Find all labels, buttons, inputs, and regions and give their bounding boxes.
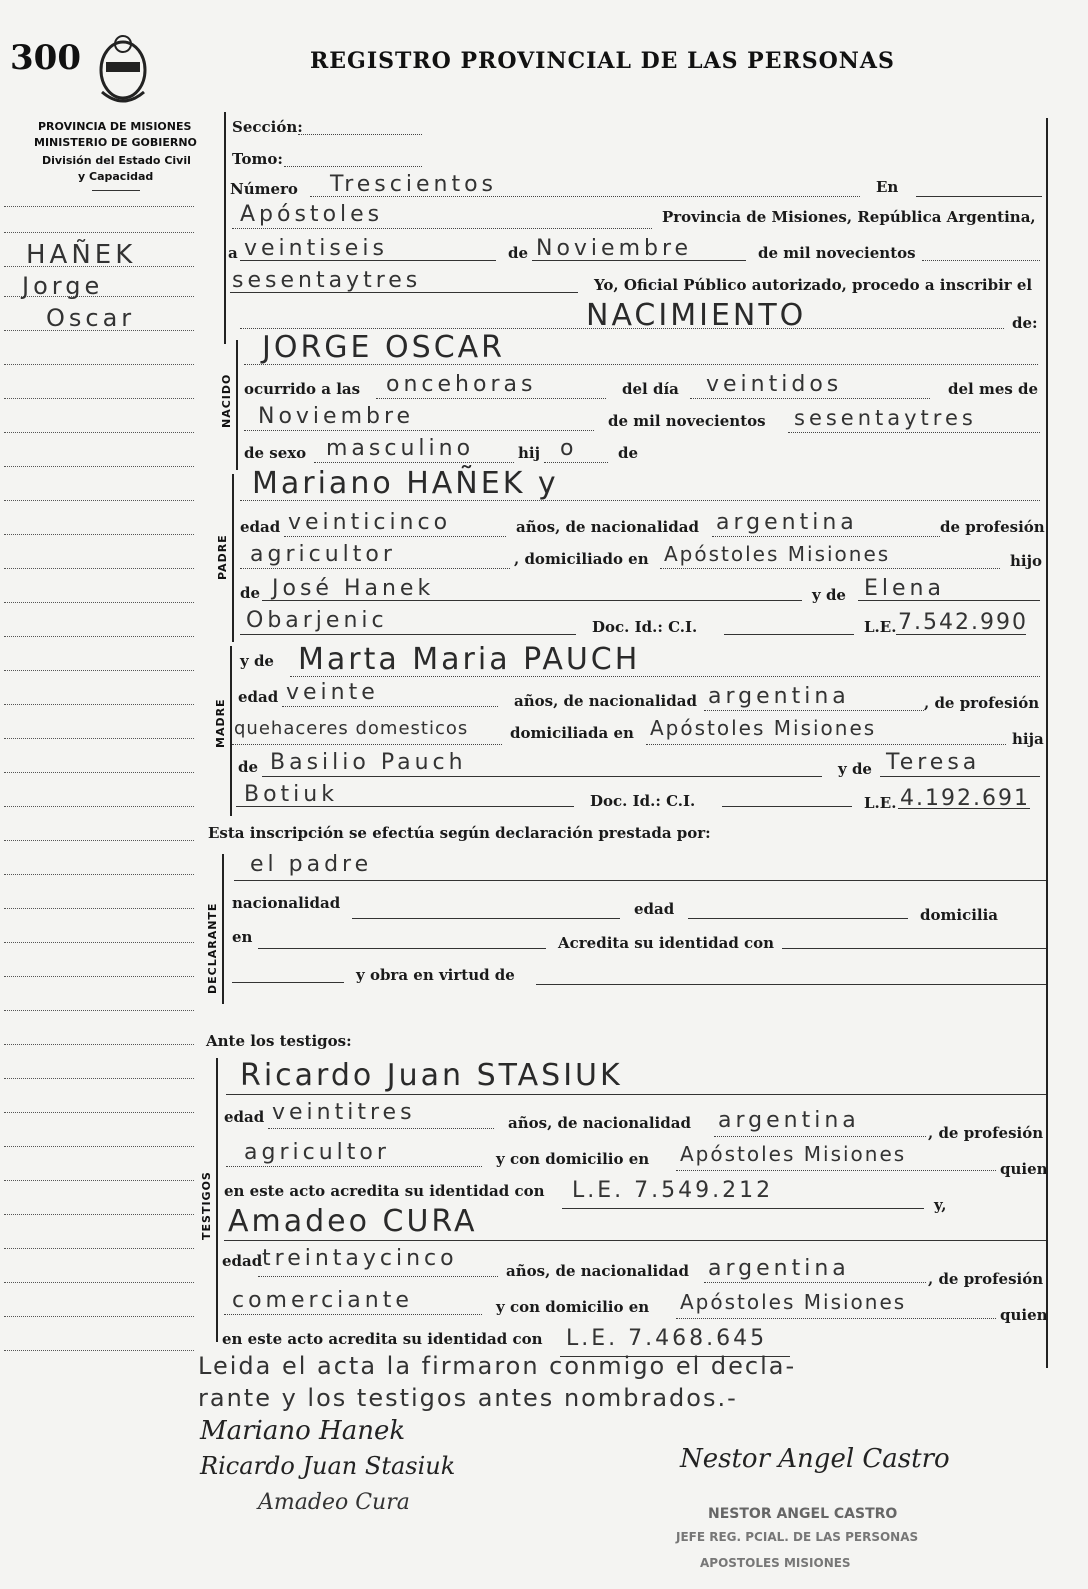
padre-doc-label: Doc. Id.: C.I. xyxy=(592,618,698,636)
witness2-profession: comerciante xyxy=(232,1288,413,1313)
org-line-3: División del Estado Civil xyxy=(42,154,191,167)
closing-line-2: rante y los testigos antes nombrados.- xyxy=(198,1384,738,1412)
a-label: a xyxy=(228,244,238,262)
witness1-edad-label: edad xyxy=(224,1108,265,1126)
declarante-intro: Esta inscripción se efectúa según declaración prestada por: xyxy=(208,824,711,842)
margin-name-2: Oscar xyxy=(46,304,136,332)
signature-official: Nestor Angel Castro xyxy=(680,1444,950,1474)
birth-day: veintidos xyxy=(706,372,843,397)
madre-edad-label: edad xyxy=(238,688,279,706)
witness2-age: treintaycinco xyxy=(262,1246,458,1271)
act-type: NACIMIENTO xyxy=(586,298,807,333)
record-de-label: de xyxy=(508,244,529,262)
sexo-label: de sexo xyxy=(244,444,307,462)
seccion-label: Sección: xyxy=(232,118,303,136)
signature-witness-1: Ricardo Juan Stasiuk xyxy=(200,1452,456,1480)
witness1-age: veintitres xyxy=(272,1100,416,1125)
witness2-name: Amadeo CURA xyxy=(228,1204,478,1239)
madre-le-number: 4.192.691 xyxy=(900,786,1030,811)
signature-witness-2: Amadeo Cura xyxy=(258,1490,410,1515)
padre-nationality: argentina xyxy=(716,510,858,535)
padre-domicile: Apóstoles Misiones xyxy=(664,542,891,566)
witness1-acredita-label: en este acto acredita su identidad con xyxy=(224,1182,545,1200)
margin-name-1: Jorge xyxy=(22,272,104,300)
padre-prof-label: de profesión xyxy=(940,518,1045,536)
madre-prof-label: , de profesión xyxy=(924,694,1040,712)
madre-le-label: L.E. xyxy=(864,794,897,812)
act-de-colon: de: xyxy=(1012,314,1038,332)
closing-line-1: Leida el acta la firmaron conmigo el decla- xyxy=(198,1352,797,1380)
record-year: sesentaytres xyxy=(232,268,422,293)
padre-le-number: 7.542.990 xyxy=(898,610,1028,635)
witness2-nac-label: años, de nacionalidad xyxy=(506,1262,689,1280)
nacido-section-label: NACIDO xyxy=(220,373,233,428)
org-line-1: PROVINCIA DE MISIONES xyxy=(38,120,192,133)
declarante-nac-label: nacionalidad xyxy=(232,894,341,912)
witness1-profession: agricultor xyxy=(244,1140,390,1165)
margin-surname: HAÑEK xyxy=(26,240,137,270)
madre-nationality: argentina xyxy=(708,684,850,709)
witness2-quien-label: quien xyxy=(1000,1306,1048,1324)
witness1-doc: L.E. 7.549.212 xyxy=(572,1178,774,1203)
witness2-doc: L.E. 7.468.645 xyxy=(566,1326,768,1351)
padre-name: Mariano HAÑEK y xyxy=(252,466,559,501)
padre-section-label: PADRE xyxy=(216,534,229,580)
record-day: veintiseis xyxy=(244,236,388,261)
birth-sex: masculino xyxy=(326,436,475,461)
padre-y-de-label: y de xyxy=(812,586,846,604)
madre-dom-label: domiciliada en xyxy=(510,724,634,742)
testigos-section-label: TESTIGOS xyxy=(200,1171,213,1240)
oficial-text: Yo, Oficial Público autorizado, procedo a inscribir el xyxy=(594,276,1033,294)
hij-label: hij xyxy=(518,444,541,462)
stamp-line-3: APOSTOLES MISIONES xyxy=(700,1556,851,1570)
madre-nac-label: años, de nacionalidad xyxy=(514,692,697,710)
madre-y-de2-label: y de xyxy=(838,760,872,778)
declarante-acredita-label: Acredita su identidad con xyxy=(558,934,775,952)
declarante-domicilia-label: domicilia xyxy=(920,906,999,924)
org-line-4: y Capacidad xyxy=(78,170,154,183)
witness1-prof-label: , de profesión xyxy=(928,1124,1044,1142)
record-mil-label: de mil novecientos xyxy=(758,244,916,262)
madre-age: veinte xyxy=(286,680,379,705)
testigos-intro: Ante los testigos: xyxy=(206,1032,352,1050)
birth-year: sesentaytres xyxy=(794,406,977,430)
en-label: En xyxy=(876,178,899,196)
nacido-name: JORGE OSCAR xyxy=(262,330,506,365)
madre-father: Basilio Pauch xyxy=(270,750,467,775)
padre-nac-label: años, de nacionalidad xyxy=(516,518,699,536)
witness1-nationality: argentina xyxy=(718,1108,860,1133)
folio-number: 300 xyxy=(10,38,81,78)
witness1-dom-label: y con domicilio en xyxy=(496,1150,650,1168)
madre-profession: quehaceres domesticos xyxy=(234,718,469,739)
witness1-name: Ricardo Juan STASIUK xyxy=(240,1058,623,1093)
madre-mother-first: Teresa xyxy=(886,750,981,775)
padre-hijo-label: hijo xyxy=(1010,552,1043,570)
witness2-acredita-label: en este acto acredita su identidad con xyxy=(222,1330,543,1348)
padre-de-label: de xyxy=(240,584,261,602)
padre-father: José Hanek xyxy=(272,576,435,601)
nacido-mil-label: de mil novecientos xyxy=(608,412,766,430)
tomo-label: Tomo: xyxy=(232,150,283,168)
witness2-nationality: argentina xyxy=(708,1256,850,1281)
declarante-edad-label: edad xyxy=(634,900,675,918)
padre-age: veinticinco xyxy=(288,510,452,535)
stamp-line-2: JEFE REG. PCIAL. DE LAS PERSONAS xyxy=(676,1530,919,1544)
madre-doc-label: Doc. Id.: C.I. xyxy=(590,792,696,810)
coat-of-arms-icon xyxy=(92,32,154,112)
document-title: REGISTRO PROVINCIAL DE LAS PERSONAS xyxy=(310,48,895,74)
declarante-en-label: en xyxy=(232,928,253,946)
witness2-domicile: Apóstoles Misiones xyxy=(680,1290,907,1314)
padre-dom-label: , domiciliado en xyxy=(514,550,649,568)
province-text: Provincia de Misiones, República Argentina, xyxy=(662,208,1036,226)
padre-mother-last: Obarjenic xyxy=(246,608,388,633)
padre-edad-label: edad xyxy=(240,518,281,536)
stamp-line-1: NESTOR ANGEL CASTRO xyxy=(708,1506,898,1522)
madre-hija-label: hija xyxy=(1012,730,1044,748)
padre-le-label: L.E. xyxy=(864,618,897,636)
madre-section-label: MADRE xyxy=(214,698,227,748)
witness2-edad-label: edad xyxy=(222,1252,263,1270)
numero-value: Trescientos xyxy=(330,172,497,197)
padre-mother-first: Elena xyxy=(864,576,945,601)
declarante-obra-label: y obra en virtud de xyxy=(356,966,515,984)
madre-name: Marta Maria PAUCH xyxy=(298,642,641,677)
ocurrido-label: ocurrido a las xyxy=(244,380,361,398)
witness1-domicile: Apóstoles Misiones xyxy=(680,1142,907,1166)
witness2-prof-label: , de profesión xyxy=(928,1270,1044,1288)
declarante-name: el padre xyxy=(250,852,373,877)
madre-de-label: de xyxy=(238,758,259,776)
witness1-quien-label: quien xyxy=(1000,1160,1048,1178)
birth-hour: oncehoras xyxy=(386,372,537,397)
place-value: Apóstoles xyxy=(240,202,384,227)
madre-domicile: Apóstoles Misiones xyxy=(650,716,877,740)
madre-y-de-label: y de xyxy=(240,652,274,670)
madre-mother-last: Botiuk xyxy=(244,782,338,807)
del-dia-label: del día xyxy=(622,380,679,398)
numero-label: Número xyxy=(230,180,298,198)
declarante-section-label: DECLARANTE xyxy=(206,902,219,994)
witness-y-label: y, xyxy=(934,1196,947,1214)
record-month: Noviembre xyxy=(536,236,693,261)
org-line-2: MINISTERIO DE GOBIERNO xyxy=(34,136,197,149)
birth-month: Noviembre xyxy=(258,404,415,429)
witness2-dom-label: y con domicilio en xyxy=(496,1298,650,1316)
del-mes-label: del mes de xyxy=(948,380,1039,398)
padre-profession: agricultor xyxy=(250,542,396,567)
witness1-nac-label: años, de nacionalidad xyxy=(508,1114,691,1132)
signature-father: Mariano Hanek xyxy=(200,1416,406,1446)
hij-suffix: o xyxy=(560,436,578,461)
nacido-de-label: de xyxy=(618,444,639,462)
